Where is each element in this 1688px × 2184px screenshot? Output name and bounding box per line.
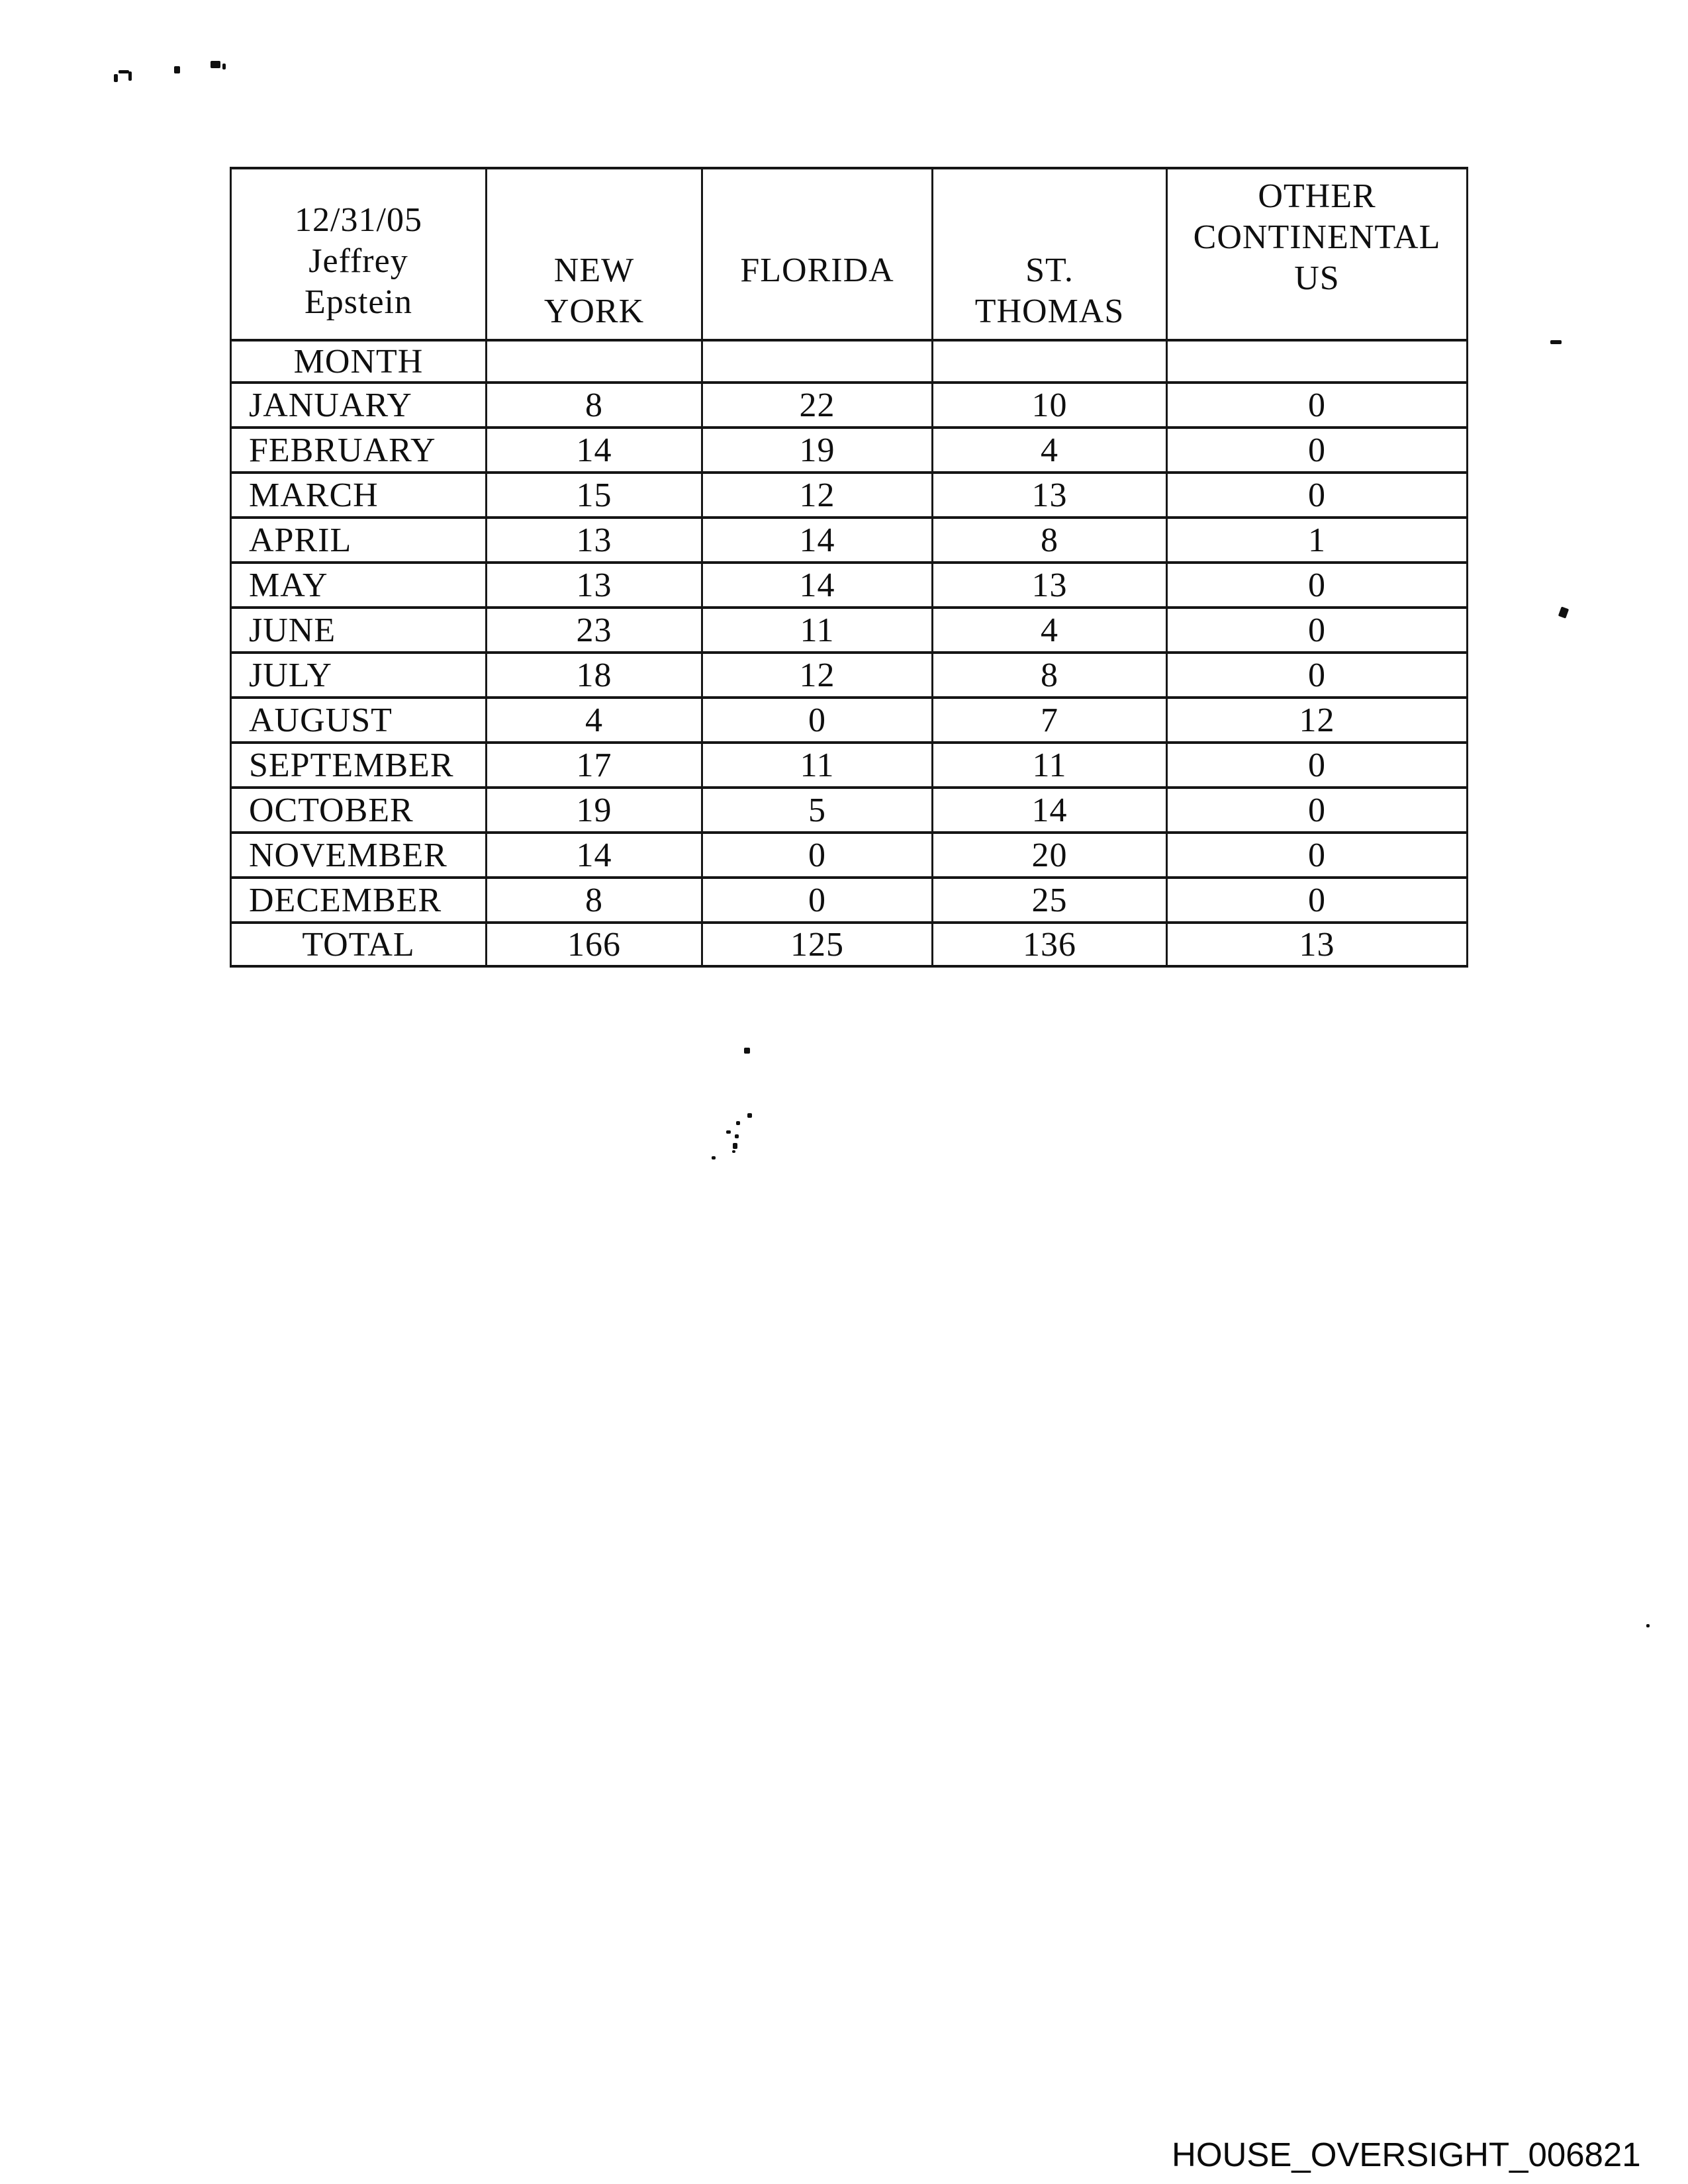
scan-artifact — [118, 70, 129, 73]
new-york-value: 4 — [487, 698, 702, 743]
florida-value: 11 — [702, 608, 933, 653]
month-cell: NOVEMBER — [231, 833, 487, 878]
bates-number: HOUSE_OVERSIGHT_006821 — [1172, 2136, 1641, 2173]
new-york-value: 13 — [487, 518, 702, 563]
empty-cell — [702, 340, 933, 383]
scan-artifact — [744, 1048, 750, 1054]
month-label-cell: MONTH — [231, 340, 487, 383]
scan-artifact — [211, 61, 220, 68]
monthly-flight-count-table — [230, 167, 1468, 968]
header-st-thomas-line1: ST. — [1025, 251, 1074, 289]
header-florida-cell — [702, 168, 933, 340]
scan-artifact — [735, 1134, 739, 1138]
st-thomas-value: 4 — [933, 428, 1167, 473]
florida-value: 14 — [702, 518, 933, 563]
table-row-october — [231, 788, 1468, 833]
new-york-value: 13 — [487, 563, 702, 608]
table-row-december — [231, 878, 1468, 923]
total-st-thomas: 136 — [933, 923, 1167, 966]
header-new-york-cell — [487, 168, 702, 340]
header-owner-first-name: Jeffrey — [308, 242, 408, 280]
table-row-september — [231, 743, 1468, 788]
new-york-value: 14 — [487, 428, 702, 473]
month-cell: FEBRUARY — [231, 428, 487, 473]
table-row-march — [231, 473, 1468, 518]
st-thomas-value: 11 — [933, 743, 1167, 788]
other-value: 1 — [1167, 518, 1468, 563]
table-row-april — [231, 518, 1468, 563]
scan-artifact — [732, 1150, 735, 1153]
scan-artifact — [736, 1121, 740, 1125]
florida-value: 11 — [702, 743, 933, 788]
month-cell: SEPTEMBER — [231, 743, 487, 788]
florida-value: 12 — [702, 473, 933, 518]
st-thomas-value: 8 — [933, 653, 1167, 698]
scan-artifact — [747, 1113, 752, 1118]
total-other: 13 — [1167, 923, 1468, 966]
florida-value: 0 — [702, 878, 933, 923]
table-header-row — [231, 168, 1468, 340]
new-york-value: 17 — [487, 743, 702, 788]
st-thomas-value: 10 — [933, 383, 1167, 428]
new-york-value: 19 — [487, 788, 702, 833]
scan-artifact — [1558, 606, 1569, 618]
header-other-line3: US — [1294, 259, 1340, 297]
other-value: 0 — [1167, 878, 1468, 923]
new-york-value: 18 — [487, 653, 702, 698]
total-label-cell: TOTAL — [231, 923, 487, 966]
st-thomas-value: 25 — [933, 878, 1167, 923]
month-cell: MARCH — [231, 473, 487, 518]
header-st-thomas-line2: THOMAS — [974, 293, 1125, 330]
month-cell: AUGUST — [231, 698, 487, 743]
table-row-july — [231, 653, 1468, 698]
month-cell: JUNE — [231, 608, 487, 653]
total-new-york: 166 — [487, 923, 702, 966]
header-date: 12/31/05 — [295, 201, 422, 239]
st-thomas-value: 14 — [933, 788, 1167, 833]
empty-cell — [487, 340, 702, 383]
table-row-june — [231, 608, 1468, 653]
scan-artifact — [222, 64, 226, 69]
header-other-line2: CONTINENTAL — [1193, 218, 1441, 256]
scan-artifact — [1646, 1624, 1650, 1627]
st-thomas-value: 8 — [933, 518, 1167, 563]
table-total-row — [231, 923, 1468, 966]
empty-cell — [933, 340, 1167, 383]
st-thomas-value: 13 — [933, 473, 1167, 518]
empty-cell — [1167, 340, 1468, 383]
florida-value: 12 — [702, 653, 933, 698]
other-value: 0 — [1167, 743, 1468, 788]
other-value: 0 — [1167, 428, 1468, 473]
new-york-value: 15 — [487, 473, 702, 518]
scan-artifact — [733, 1143, 737, 1149]
header-owner-last-name: Epstein — [305, 283, 412, 321]
table-row-february — [231, 428, 1468, 473]
other-value: 0 — [1167, 383, 1468, 428]
new-york-value: 8 — [487, 383, 702, 428]
other-value: 0 — [1167, 473, 1468, 518]
header-florida-label: FLORIDA — [740, 251, 894, 289]
other-value: 12 — [1167, 698, 1468, 743]
table-row-january — [231, 383, 1468, 428]
florida-value: 19 — [702, 428, 933, 473]
scan-artifact — [174, 66, 180, 73]
florida-value: 0 — [702, 833, 933, 878]
month-label-row — [231, 340, 1468, 383]
other-value: 0 — [1167, 653, 1468, 698]
month-cell: MAY — [231, 563, 487, 608]
st-thomas-value: 13 — [933, 563, 1167, 608]
new-york-value: 14 — [487, 833, 702, 878]
florida-value: 0 — [702, 698, 933, 743]
st-thomas-value: 7 — [933, 698, 1167, 743]
header-other-line1: OTHER — [1258, 177, 1376, 215]
month-cell: JULY — [231, 653, 487, 698]
st-thomas-value: 4 — [933, 608, 1167, 653]
scan-artifact — [726, 1130, 731, 1134]
month-cell: DECEMBER — [231, 878, 487, 923]
header-date-owner-cell — [231, 168, 487, 340]
st-thomas-value: 20 — [933, 833, 1167, 878]
new-york-value: 8 — [487, 878, 702, 923]
scan-artifact — [1550, 340, 1562, 344]
scan-artifact — [712, 1156, 716, 1160]
florida-value: 14 — [702, 563, 933, 608]
table-row-may — [231, 563, 1468, 608]
total-florida: 125 — [702, 923, 933, 966]
month-cell: JANUARY — [231, 383, 487, 428]
table-row-november — [231, 833, 1468, 878]
month-cell: APRIL — [231, 518, 487, 563]
table-row-august — [231, 698, 1468, 743]
other-value: 0 — [1167, 788, 1468, 833]
florida-value: 5 — [702, 788, 933, 833]
header-st-thomas-cell — [933, 168, 1167, 340]
header-new-york-line1: NEW — [553, 251, 635, 289]
florida-value: 22 — [702, 383, 933, 428]
other-value: 0 — [1167, 608, 1468, 653]
month-cell: OCTOBER — [231, 788, 487, 833]
other-value: 0 — [1167, 563, 1468, 608]
new-york-value: 23 — [487, 608, 702, 653]
other-value: 0 — [1167, 833, 1468, 878]
scan-artifact — [128, 71, 132, 81]
header-other-continental-us-cell — [1167, 168, 1468, 340]
header-new-york-line2: YORK — [543, 293, 645, 330]
scan-artifact — [114, 74, 118, 82]
